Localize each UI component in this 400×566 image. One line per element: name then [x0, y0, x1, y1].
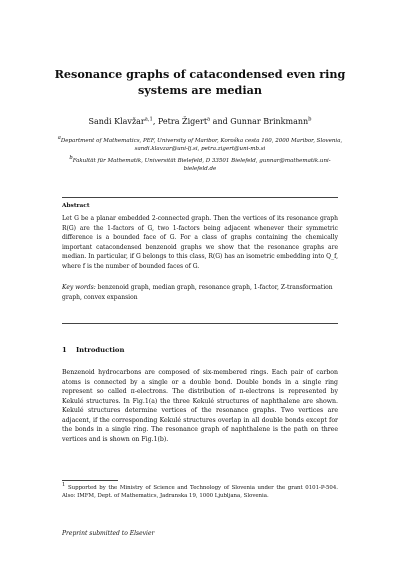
affiliation-a — [55, 137, 345, 154]
introduction-paragraph: Benzenoid hydrocarbons are composed of six-membered rings. Each pair of carbon atoms is connected by a single or a double bond. Double bonds in a single ring represent so called π-electrons. The distribution of π-electrons is represented by Kekulé structures. In Fig.1(a) the three Kekulé structures of naphthalene are shown. Kekulé structures determine vertices of the resonance graphs. Two vertices are adjacent, if the corresponding Kekulé structures overlap in all double bonds except for the bonds in a single ring. The resonance graph of naphthalene is the path on three vertices and is shown on Fig.1(b). — [62, 369, 338, 443]
abstract-text: Let G be a planar embedded 2-connected graph. Then the vertices of its resonance graph R(G) are the 1-factors of G, two 1-factors being adjacent whenever their symmetric difference is a bounded face of G. For a class of graphs containing the chemically important catacondensed benzenoid graphs we show that the resonance graphs are median. In particular, if G belongs to this class, R(G) has an isometric embedding into Q_f, where f is the number of bounded faces of G. — [62, 215, 338, 270]
author-name: Sandi Klavžar — [88, 117, 145, 126]
author-affiliation-mark: a,1 — [144, 116, 153, 123]
section-number: 1 — [62, 346, 67, 354]
affiliation-b — [55, 157, 345, 174]
keywords-label: Key words: — [62, 284, 96, 291]
author-affiliation-mark: b — [308, 116, 312, 123]
author-name: Petra Žigert — [157, 117, 208, 126]
author-affiliation-mark: a — [207, 116, 211, 123]
affiliation-text: Fakultät für Mathematik, Universität Bielefeld, D 33501 Bielefeld, gunnar@mathematik.uni-bielefeld.de — [72, 158, 331, 173]
section-heading — [62, 346, 124, 354]
keywords — [62, 283, 338, 302]
abstract-bottom-rule — [62, 323, 338, 324]
footnote-text: Supported by the Ministry of Science and Technology of Slovenia under the grant 0101-P-504. Also: IMFM, Dept. of Mathematics, Jadranska 19, 1000 Ljubljana, Slovenia. — [62, 485, 338, 500]
keywords-text: benzenoid graph, median graph, resonance graph, 1-factor, Z-transformation graph, convex expansion — [62, 284, 333, 301]
author-name: Gunnar Brinkmann — [230, 117, 309, 126]
author-list — [40, 117, 360, 127]
abstract-heading: Abstract — [62, 203, 90, 209]
footnote-mark: 1 — [62, 482, 66, 489]
abstract-top-rule — [62, 197, 338, 198]
affiliation-mark: b — [69, 155, 73, 162]
author-separator: and — [210, 117, 231, 126]
footnote-rule — [62, 480, 118, 481]
paper-title: Resonance graphs of catacondensed even ring systems are median — [54, 67, 346, 97]
footnote — [62, 484, 338, 501]
section-title: Introduction — [76, 346, 125, 354]
author-separator: , — [152, 117, 158, 126]
preprint-note: Preprint submitted to Elsevier — [62, 530, 155, 537]
affiliation-mark: a — [57, 135, 61, 142]
affiliation-text: Department of Mathematics, PEF, University of Maribor, Koroška cesta 160, 2000 Maribor, Slovenia, sandi.klavzar@uni-lj.si, petra.zigert@uni-mb.si — [60, 138, 343, 153]
